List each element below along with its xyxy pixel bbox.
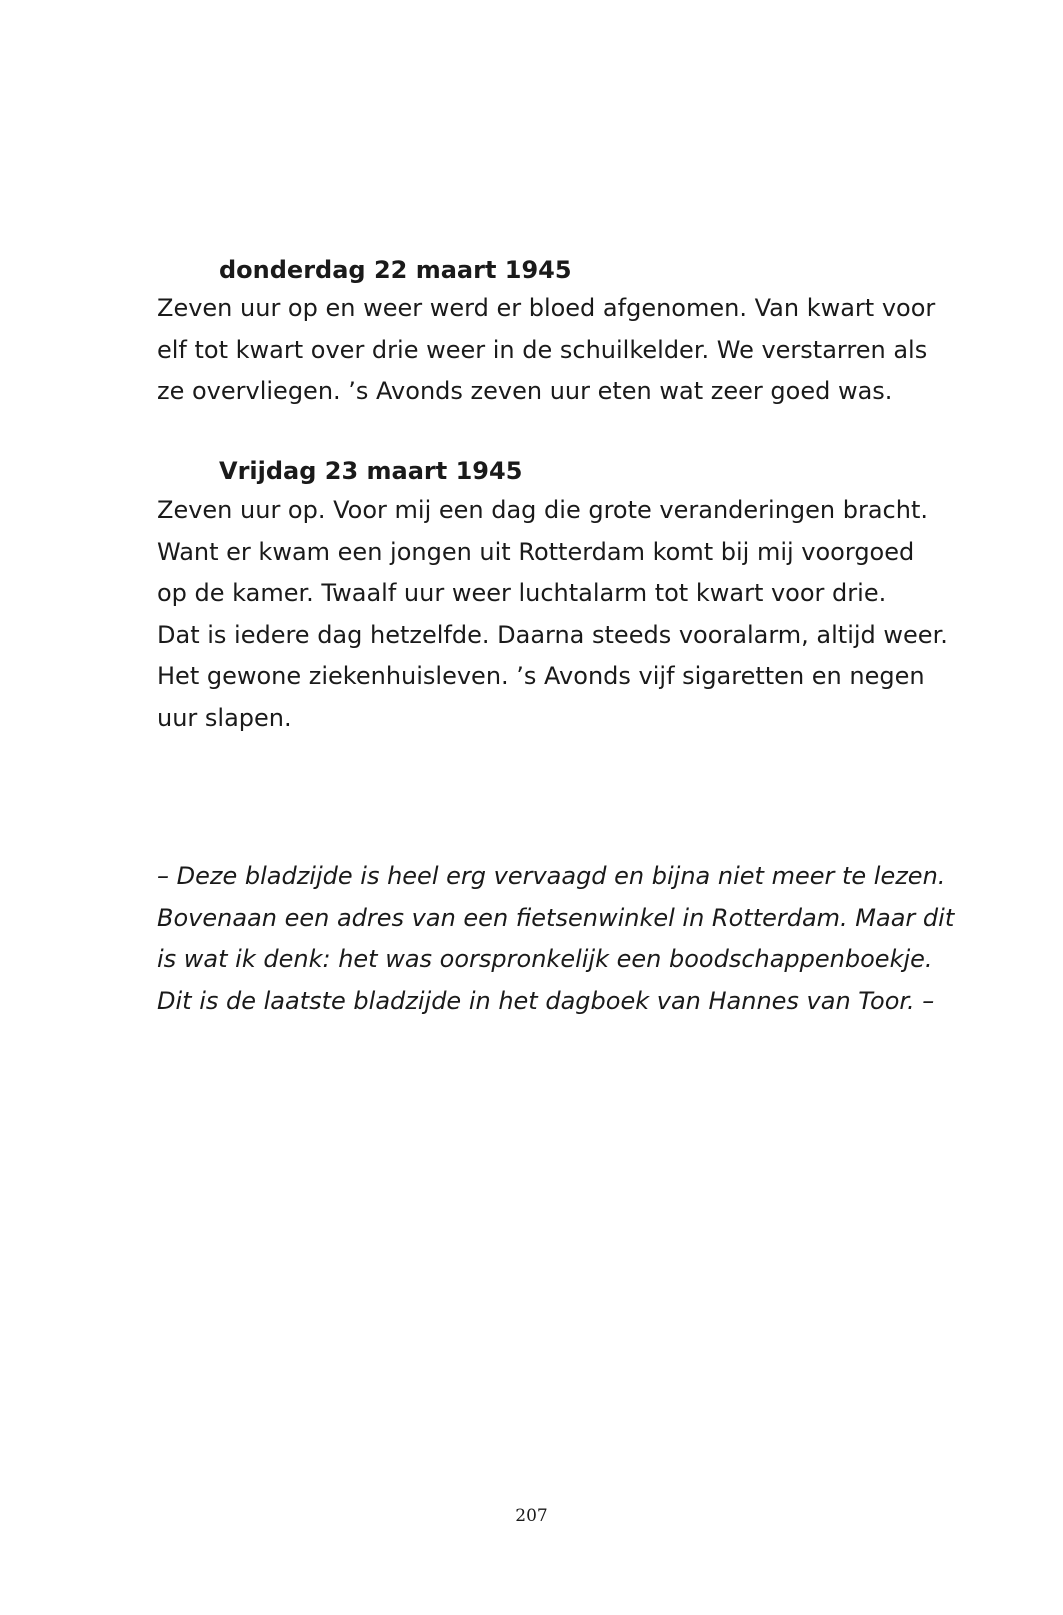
- note-line: is wat ik denk: het was oorspronkelijk een boodschappenboekje.: [157, 945, 933, 973]
- entry-body-thursday: [157, 288, 987, 413]
- note-line: Bovenaan een adres van een fietsenwinkel in Rotterdam. Maar dit: [157, 903, 955, 932]
- entry-line: Want er kwam een jongen uit Rotterdam komt bij mij voorgoed: [157, 537, 915, 566]
- entry-line: ze overvliegen. ’s Avonds zeven uur eten wat zeer goed was.: [157, 377, 893, 405]
- note-line: Dit is de laatste bladzijde in het dagboek van Hannes van Toor. –: [157, 986, 935, 1015]
- note-line: – Deze bladzijde is heel erg vervaagd en bijna niet meer te lezen.: [157, 862, 946, 890]
- entry-line: elf tot kwart over drie weer in de schuilkelder. We verstarren als: [157, 335, 928, 364]
- entry-line: Het gewone ziekenhuisleven. ’s Avonds vijf sigaretten en negen: [157, 662, 925, 690]
- entry-heading-friday: Vrijdag 23 maart 1945: [219, 457, 523, 485]
- entry-line: Zeven uur op. Voor mij een dag die grote veranderingen bracht.: [157, 496, 928, 524]
- editor-note: [157, 856, 987, 1022]
- entry-line: Zeven uur op en weer werd er bloed afgenomen. Van kwart voor: [157, 294, 936, 322]
- entry-body-friday: [157, 490, 987, 739]
- entry-heading-thursday: donderdag 22 maart 1945: [219, 256, 572, 284]
- entry-line: uur slapen.: [157, 703, 292, 732]
- page-number: 207: [515, 1506, 548, 1526]
- entry-line: Dat is iedere dag hetzelfde. Daarna steeds vooralarm, altijd weer.: [157, 620, 948, 649]
- entry-line: op de kamer. Twaalf uur weer luchtalarm tot kwart voor drie.: [157, 579, 887, 607]
